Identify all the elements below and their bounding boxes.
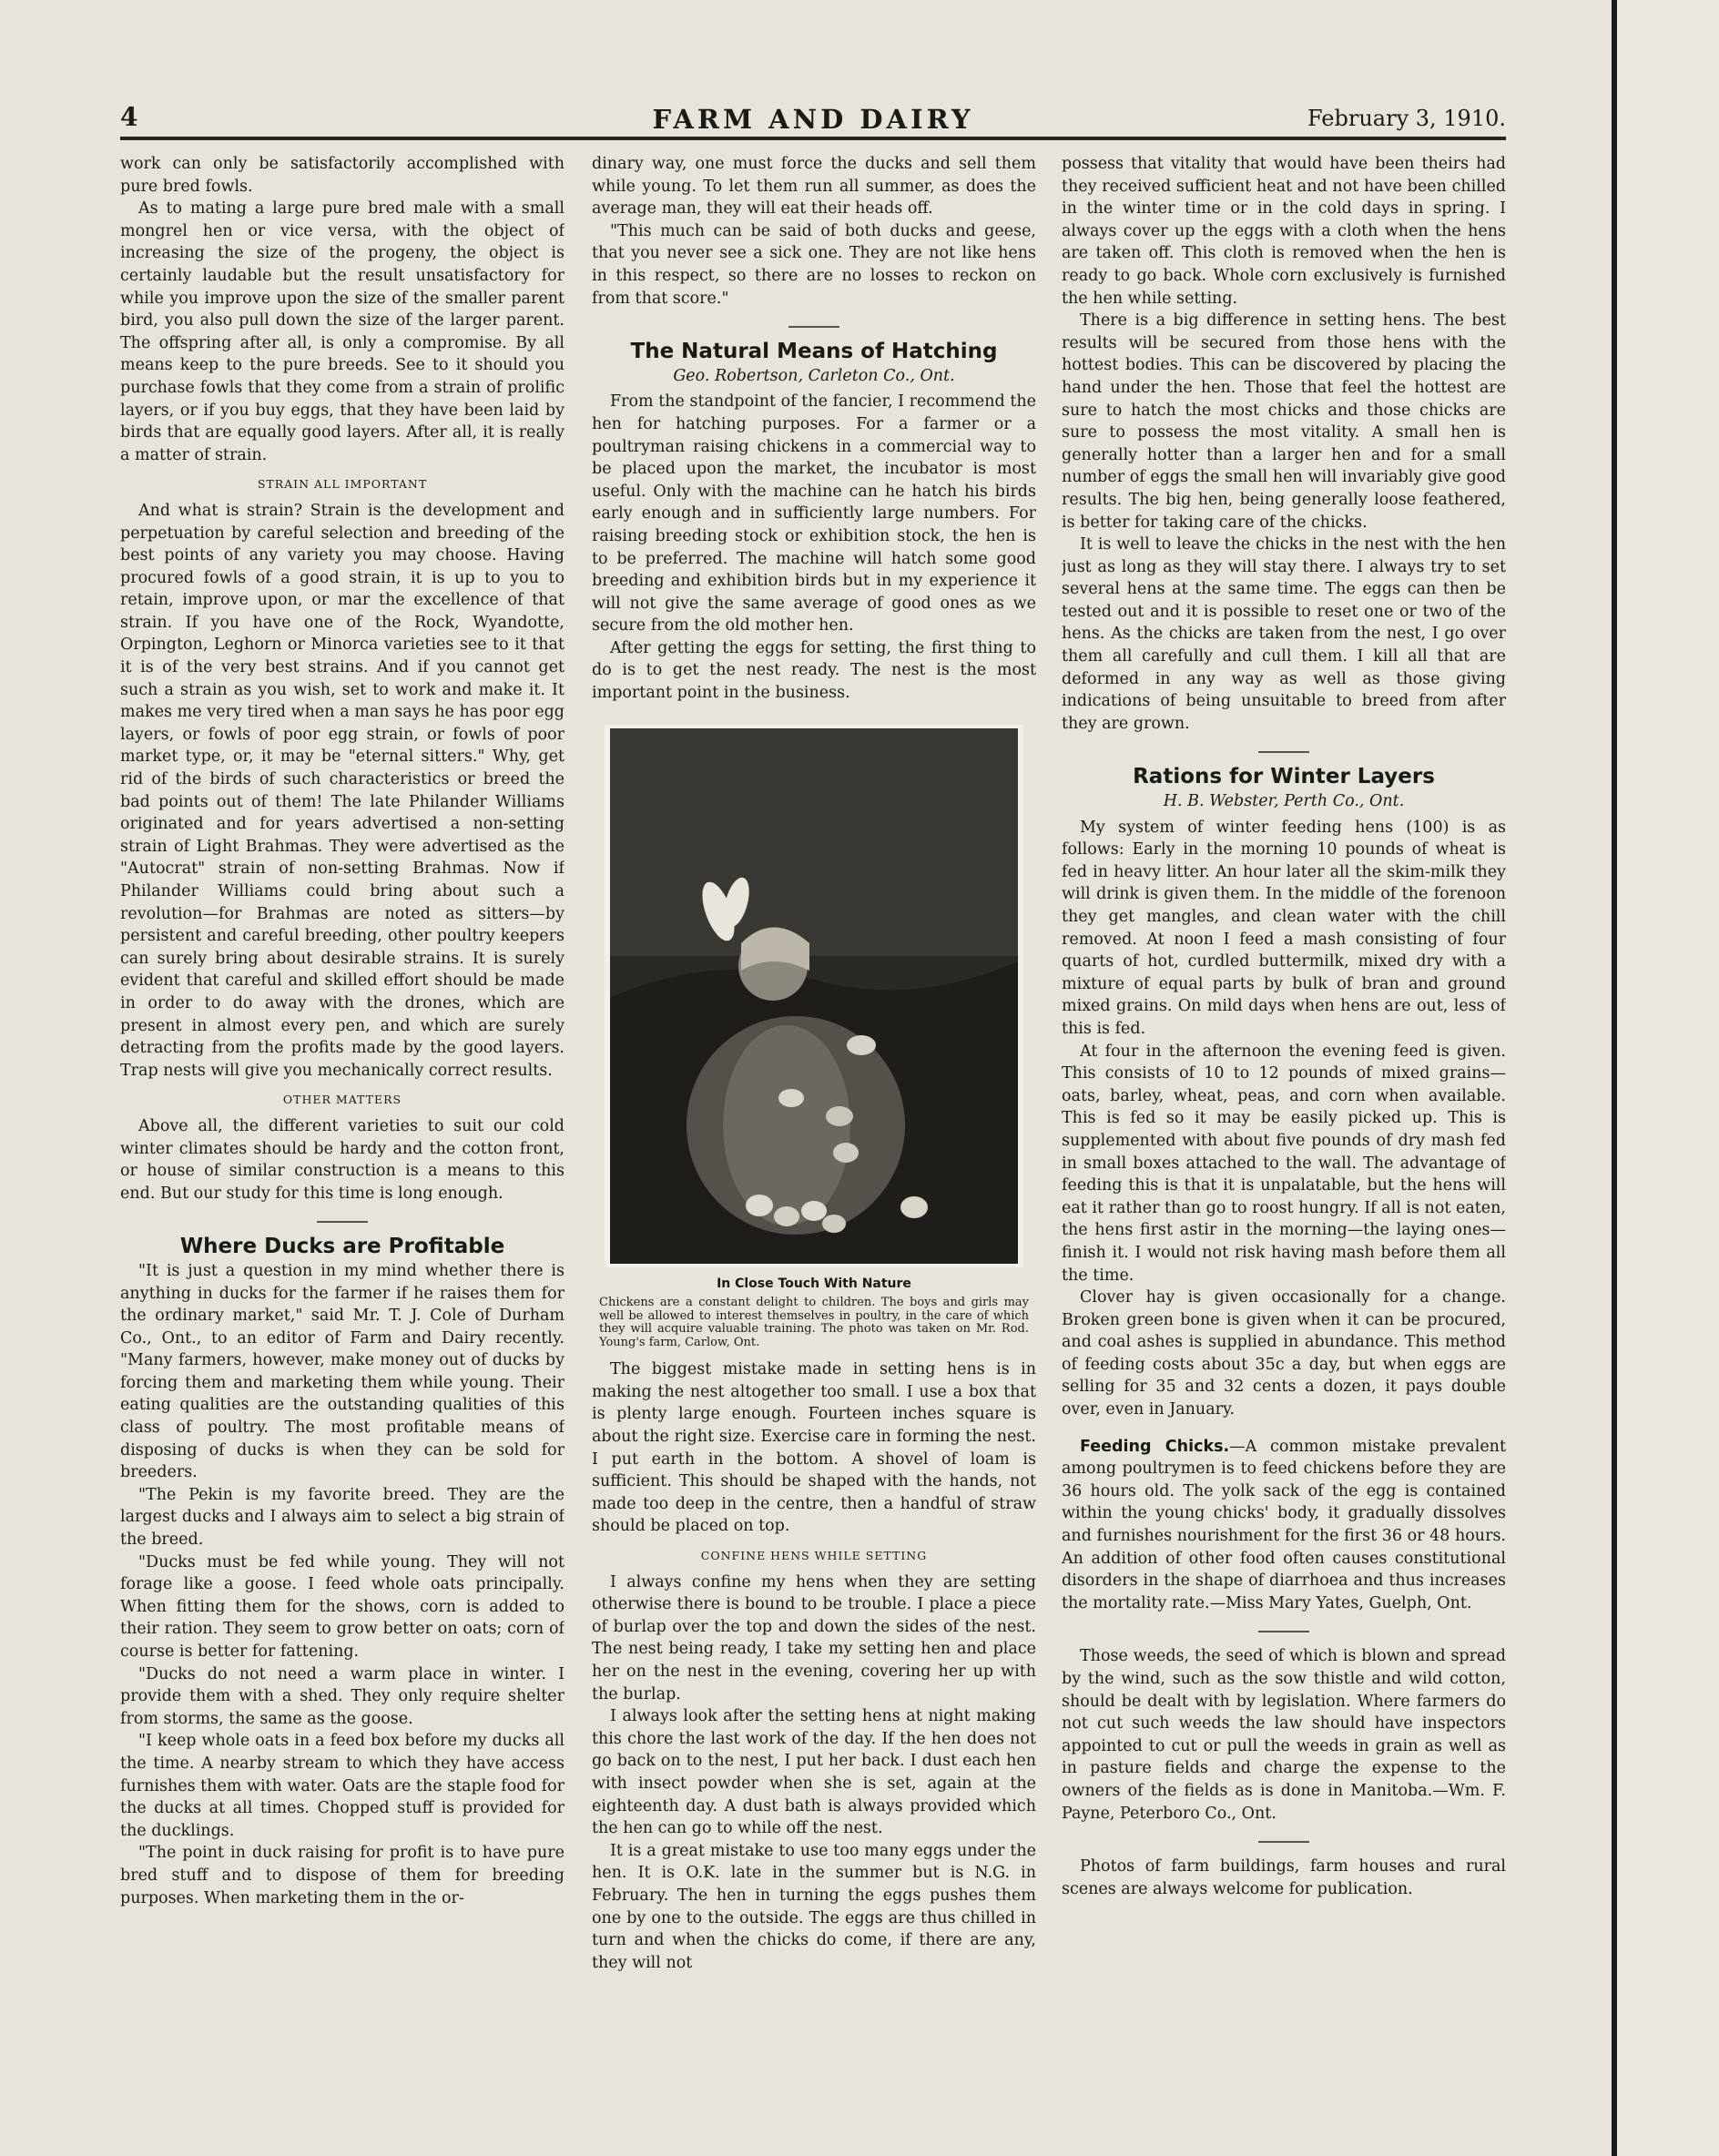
page-number: 4 [120, 102, 138, 132]
paragraph: I always confine my hens when they are setting otherwise there is bound to be trouble. I place a piece of burlap over the top and down the sides of the nest. The nest being ready, I take my setting hen and place her on the nest in the evening, covering her up with the burlap. [592, 1572, 1036, 1703]
paragraph: There is a big difference in setting hens. The best results will be secured from those hens with the hottest bodies. This can be discovered by placing the hand under the hen. Those that feel the hottest are sure to hatch the most chicks and those chicks are sure to possess the most vitality. A small hen is generally hotter than a larger hen and for a small number of eggs the small hen will invariably give good results. The big hen, being generally loose feathered, is better for taking care of the chicks. [1062, 311, 1506, 532]
subheading: STRAIN ALL IMPORTANT [257, 477, 428, 492]
paragraph: Clover hay is given occasionally for a change. Broken green bone is given when it can be procured, and coal ashes is supplied in abundance. This method of feeding costs about 35c a day, but when eggs are selling for 35 and 32 cents a dozen, it pays double over, even in January. [1062, 1288, 1506, 1419]
paragraph: "The Pekin is my favorite breed. They are the largest ducks and I always aim to select a big strain of the breed. [120, 1485, 565, 1550]
column-3 [1062, 153, 1506, 2138]
photo-girl-with-chicks [605, 725, 1023, 1267]
header-rule [120, 137, 1506, 140]
photos-note: Photos of farm buildings, farm houses and rural scenes are always welcome for publication. [1062, 1857, 1506, 1898]
article-heading-hatching: The Natural Means of Hatching [630, 340, 998, 364]
divider [1258, 1631, 1309, 1632]
issue-date: February 3, 1910. [1307, 106, 1506, 131]
paragraph: work can only be satisfactorily accomplished with pure bred fowls. [120, 155, 565, 196]
paragraph: "Ducks do not need a warm place in winter. I provide them with a shed. They only require shelter from storms, the same as the goose. [120, 1664, 565, 1728]
feeding-chicks-text: —A common mistake prevalent among poultrymen is to feed chickens before they are 36 hours old. The yolk sack of the egg is contained within the young chicks' body, it gradually dissolves and furnishes nourishment for the first 36 or 48 hours. An addition of other food often causes constitutional disorders in the shape of diarrhoea and thus increases the mortality rate.—Miss Mary Yates, Guelph, Ont. [1062, 1437, 1506, 1612]
subheading: OTHER MATTERS [282, 1093, 402, 1107]
divider [1258, 751, 1309, 753]
column-1 [120, 153, 565, 2138]
paragraph: From the standpoint of the fancier, I recommend the hen for hatching purposes. For a farmer or a poultryman raising chickens in a commercial way to be placed upon the market, the incubator is most useful. Only with the machine can he hatch his birds early enough and in sufficiently large numbers. For raising breeding stock or exhibition stock, the hen is to be preferred. The machine will hatch some good breeding and exhibition birds but in my experience it will not give the same average of good ones as we secure from the old mother hen. [592, 392, 1036, 636]
paragraph: "The point in duck raising for profit is to have pure bred stuff and to dispose of them for breeding purposes. When marketing them in the or- [120, 1844, 565, 1907]
paragraph: dinary way, one must force the ducks and sell them while young. To let them run all summer, as does the average man, they will eat their heads off. [592, 155, 1036, 219]
paragraph: I always look after the setting hens at night making this chore the last work of the day. If the hen does not go back on to the nest, I put her back. I dust each hen with insect powder when she is set, again at the eighteenth day. A dust bath is always provided which the hen can go to while off the nest. [592, 1707, 1036, 1838]
paragraph: And what is strain? Strain is the development and perpetuation by careful selection and breeding of the best points of any variety you may choose. Having procured fowls of a good strain, it is up to you to retain, improve upon, or mar the excellence of that strain. If you have one of the Rock, Wyandotte, Orpington, Leghorn or Minorca varieties see to it that it is of the very best strains. And if you cannot get such a strain as you wish, set to work and make it. It makes me very tired when a man says he has poor egg layers, or fowls of poor egg strain, or fowls of poor market type, or, it may be "eternal sitters." Why, get rid of the birds of such characteristics or breed the bad points out of them! The late Philander Williams originated and for years advertised a non-setting strain of Light Brahmas. They were advertised as the "Autocrat" strain of non-setting Brahmas. Now if Philander Williams could bring about such a revolution—for Brahmas are noted as sitters—by persistent and careful breeding, other poultry keepers can surely bring about desirable strains. It is surely evident that careful and skilled effort should be made in order to do away with the drones, which are present in almost every pen, and which are surely detracting from the profits made by the good layers. Trap nests will give you mechanically correct results. [120, 501, 565, 1080]
subheading: CONFINE HENS WHILE SETTING [700, 1549, 928, 1562]
paragraph: As to mating a large pure bred male with a small mongrel hen or vice versa, with the object of increasing the size of the progeny, the object is certainly laudable but the result unsatisfactory for while you improve upon the size of the smaller parent bird, you also pull down the size of the larger parent. The offspring after all, is only a compromise. By all means keep to the pure breeds. See to it should you purchase fowls that they come from a strain of prolific layers, or if you buy eggs, that they have been laid by birds that are equally good layers. After all, it is really a matter of strain. [120, 199, 565, 464]
column-2 [592, 153, 1036, 2138]
paragraph: At four in the afternoon the evening feed is given. This consists of 10 to 12 pounds of mixed grains—oats, barley, wheat, peas, and corn when available. This is fed so it may be easily picked up. This is supplemented with about five pounds of dry mash fed in small boxes attached to the wall. The advantage of feeding this is that it is unpalatable, but the hens will eat it rather than go to roost hungry. If all is not eaten, the hens first astir in the morning—the laying ones—finish it. I would not risk having mash before them all the time. [1062, 1042, 1506, 1285]
divider [1258, 1841, 1309, 1843]
article-heading-ducks: Where Ducks are Profitable [179, 1235, 505, 1259]
paragraph: It is a great mistake to use too many eggs under the hen. It is O.K. late in the summer but is N.G. in February. The hen in turning the eggs pushes them one by one to the outside. The eggs are thus chilled in turn and when the chicks do come, if there are any, they will not [592, 1841, 1036, 1972]
paragraph: "Ducks must be fed while young. They will not forage like a goose. I feed whole oats principally. When fitting them for the shows, corn is added to their ration. They seem to grow better on oats; corn of course is better for fattening. [120, 1552, 565, 1661]
divider [788, 326, 839, 328]
feeding-chicks-note [1062, 1436, 1506, 1615]
paragraph: My system of winter feeding hens (100) is as follows: Early in the morning 10 pounds of wheat is fed in heavy litter. An hour later all the skim-milk they will drink is given them. In the middle of the forenoon they get mangles, and clean water with the chill removed. At noon I feed a mash consisting of four quarts of hot, curdled buttermilk, mixed dry with a mixture of equal parts by bulk of bran and ground mixed grains. On mild days when hens are out, less of this is fed. [1062, 818, 1506, 1038]
feeding-chicks-lead: Feeding Chicks. [1080, 1437, 1230, 1456]
paragraph: It is well to leave the chicks in the nest with the hen just as long as they will stay there. I always try to set several hens at the same time. The eggs can then be tested out and it is possible to reset one or two of the hens. As the chicks are taken from the nest, I go over them all carefully and cull them. I kill all that are deformed in any way as well as those giving indications of being unsuitable to breed from after they are grown. [1062, 535, 1506, 733]
weeds-note: Those weeds, the seed of which is blown and spread by the wind, such as the sow thistle and wild cotton, should be dealt with by legislation. Where farmers do not cut such weeds the law should have inspectors appointed to cut or pull the weeds in grain as well as in pasture fields and charge the expense to the owners of the fields as is done in Manitoba.—Wm. F. Payne, Peterboro Co., Ont. [1062, 1647, 1506, 1823]
paragraph: The biggest mistake made in setting hens is in making the nest altogether too small. I use a box that is plenty large enough. Fourteen inches square is about the right size. Exercise care in forming the nest. I put earth in the bottom. A shovel of loam is sufficient. This should be shaped with the hands, not made too deep in the centre, then a handful of straw should be placed on top. [592, 1360, 1036, 1536]
paragraph: possess that vitality that would have been theirs had they received sufficient heat and not have been chilled in the winter time or in the cold days in spring. I always cover up the eggs with a cloth when the hens are taken off. This cloth is removed when the hen is ready to go back. Whole corn exclusively is furnished the hen while setting. [1062, 155, 1506, 308]
paragraph: "This much can be said of both ducks and geese, that you never see a sick one. They are not like hens in this respect, so there are no losses to reckon on from that score." [592, 221, 1036, 308]
paragraph: After getting the eggs for setting, the first thing to do is to get the nest ready. The nest is the most important point in the business. [592, 638, 1036, 703]
article-heading-rations: Rations for Winter Layers [1133, 765, 1435, 789]
byline: Geo. Robertson, Carleton Co., Ont. [673, 366, 955, 385]
divider [317, 1221, 368, 1223]
byline: H. B. Webster, Perth Co., Ont. [1163, 792, 1405, 811]
photo-caption-title: In Close Touch With Nature [717, 1276, 911, 1291]
photo-caption: Chickens are a constant delight to children. The boys and girls may well be allowed to interest themselves in poultry, in the care of which they will acquire valuable training. The photo was taken on Mr. Rod. Young's farm, Carlow, Ont. [599, 1296, 1029, 1349]
adjacent-page-strip [1617, 0, 1719, 2156]
page-header [120, 102, 1506, 138]
paragraph: "It is just a question in my mind whether there is anything in ducks for the farmer if he raises them for the ordinary market," said Mr. T. J. Cole of Durham Co., Ont., to an editor of Farm and Dairy recently. "Many farmers, however, make money out of ducks by forcing them and marketing them while young. Their eating qualities are the outstanding qualities of this class of poultry. The most profitable means of disposing of ducks is when they can be sold for breeders. [120, 1261, 565, 1482]
paper-title: FARM AND DAIRY [652, 104, 974, 135]
paragraph: Above all, the different varieties to suit our cold winter climates should be hardy and the cotton front, or house of similar construction is a means to this end. But our study for this time is long enough. [120, 1116, 565, 1203]
paragraph: "I keep whole oats in a feed box before my ducks all the time. A nearby stream to which they have access furnishes them with water. Oats are the staple food for the ducks at all times. Chopped stuff is provided for the ducklings. [120, 1732, 565, 1840]
